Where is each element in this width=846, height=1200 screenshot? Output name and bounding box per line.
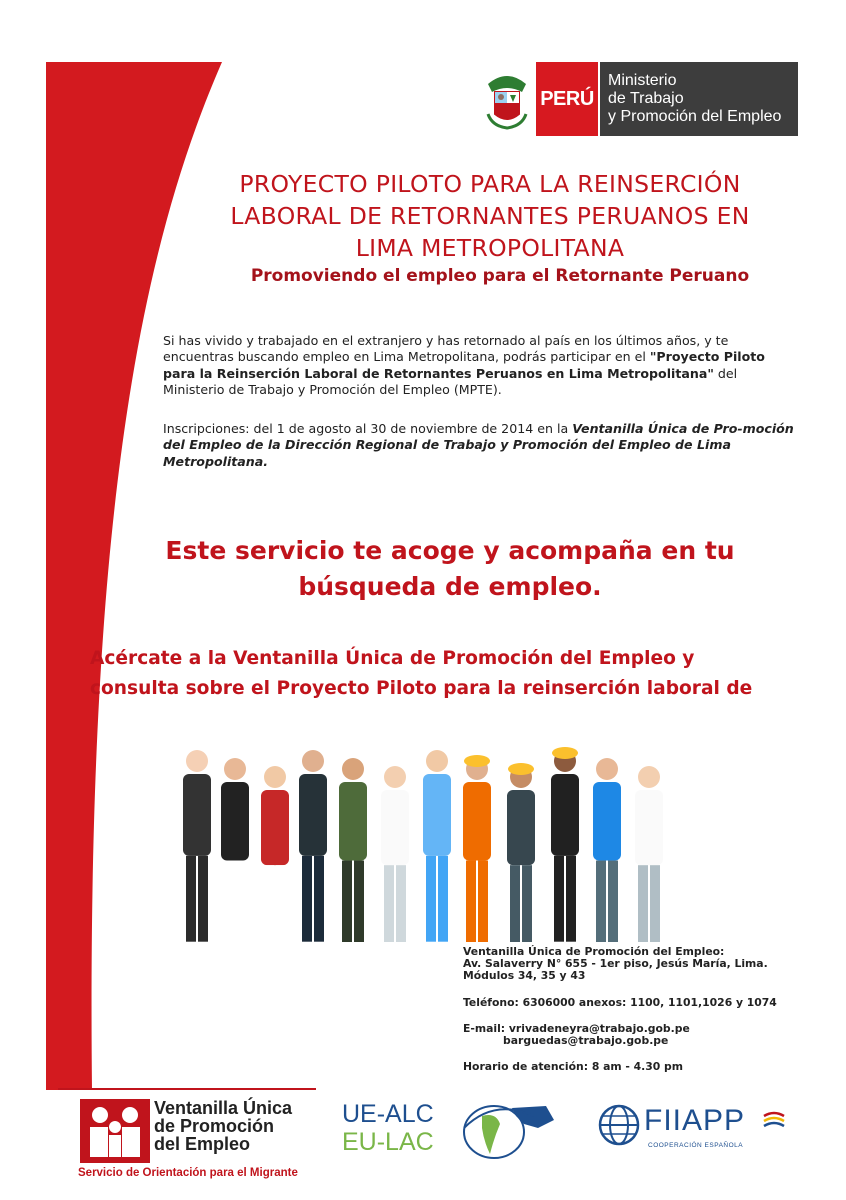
worker-leg (638, 865, 648, 942)
title-line-3: LIMA METROPOLITANA (355, 234, 625, 262)
page-subtitle: Promoviendo el empleo para el Retornante Peruano (250, 266, 750, 286)
fiiapp-logo (598, 1100, 798, 1160)
worker-leg (186, 856, 196, 942)
ventanilla-line-3: del Empleo (154, 1134, 251, 1154)
ministry-name (600, 62, 798, 136)
worker-leg (608, 861, 618, 942)
call-to-action (90, 644, 820, 704)
ventanilla-line-1: Ventanilla Única (154, 1098, 293, 1118)
worker-leg (650, 865, 660, 942)
ventanilla-unica-logo (78, 1095, 318, 1190)
call-line-2: consulta sobre el Proyecto Piloto para la reinserción laboral de (90, 678, 753, 699)
service-highlight (120, 533, 780, 605)
worker-torso (339, 782, 367, 861)
worker-leg (438, 856, 448, 942)
worker-head (186, 750, 208, 772)
worker-torso (507, 790, 535, 865)
worker-leg (314, 856, 324, 942)
office-name: Ventanilla Única de Promoción del Empleo: (463, 945, 725, 958)
worker-leg (426, 856, 436, 942)
worker-leg (596, 861, 606, 942)
highlight-line-2: búsqueda de empleo. (298, 572, 602, 601)
worker-head (302, 750, 324, 772)
registration-paragraph (163, 421, 795, 470)
worker-leg (198, 856, 208, 942)
ventanilla-name (154, 1099, 292, 1153)
people-icon (80, 1099, 150, 1163)
worker-leg (276, 865, 286, 942)
title-line-2: LABORAL DE RETORNANTES PERUANOS EN (230, 202, 750, 230)
peru-label: PERÚ (536, 62, 598, 136)
phone-number: Teléfono: 6306000 anexos: 1100, 1101,1026 y 1074 (463, 995, 777, 1009)
ventanilla-subtitle: Servicio de Orientación para el Migrante (78, 1167, 298, 1179)
worker-leg (396, 865, 406, 942)
email-address-1[interactable]: vrivadeneyra@trabajo.gob.pe (508, 1021, 690, 1035)
intro-text-c: del Ministerio de Trabajo y Promoción del Empleo (MPTE). (163, 365, 738, 398)
fiiapp-globe-icon (598, 1104, 640, 1146)
worker-head (384, 766, 406, 788)
worker-head (224, 758, 246, 780)
title-line-1: PROYECTO PILOTO PARA LA REINSERCIÓN (239, 170, 741, 198)
footer-divider (58, 1088, 316, 1090)
call-line-1: Acércate a la Ventanilla Única de Promoción del Empleo y (90, 648, 695, 669)
email-label: E-mail: (463, 1021, 506, 1035)
intro-text-a: Si has vivido y trabajado en el extranjero y has retornado al país en los últimos años, y te encuentras buscando empleo en Lima Metropolitana, podrás participar en el (163, 333, 729, 365)
ventanilla-line-2: de Promoción (154, 1116, 275, 1136)
worker-leg (384, 865, 394, 942)
worker-head (638, 766, 660, 788)
worker-leg (342, 861, 352, 942)
workers-group-illustration (170, 732, 700, 942)
worker-torso (593, 782, 621, 861)
ministry-line-2: de Trabajo (608, 90, 684, 107)
eu-lac-label: EU-LAC (342, 1128, 434, 1156)
worker-head (264, 766, 286, 788)
intro-paragraph (163, 333, 795, 399)
worker-leg (510, 865, 520, 942)
fiiapp-subtitle: COOPERACIÓN ESPAÑOLA (648, 1142, 744, 1149)
worker-leg (236, 861, 246, 942)
worker-leg (302, 856, 312, 942)
worker-head (426, 750, 448, 772)
worker-torso (261, 790, 289, 865)
hard-hat (552, 747, 578, 759)
worker-torso (463, 782, 491, 861)
worker-head (596, 758, 618, 780)
worker-leg (522, 865, 532, 942)
worker-leg (224, 861, 234, 942)
page-title (190, 168, 790, 264)
ministry-logo (478, 62, 798, 136)
ue-alc-logo (342, 1098, 562, 1160)
worker-leg (466, 861, 476, 942)
hard-hat (464, 755, 490, 767)
worker-leg (478, 861, 488, 942)
worker-torso (423, 774, 451, 856)
ministry-line-3: y Promoción del Empleo (608, 108, 782, 125)
worker-torso (381, 790, 409, 865)
spain-cooperation-icon (762, 1110, 786, 1130)
worker-torso (221, 782, 249, 861)
office-address: Av. Salaverry N° 655 - 1er piso, Jesús María, Lima. (463, 957, 768, 971)
project-name: "Proyecto Piloto para la Reinserción Laboral de Retornantes Peruanos en Lima Metropolitana" (163, 349, 765, 381)
ministry-line-1: Ministerio (608, 72, 677, 89)
worker-head (342, 758, 364, 780)
office-hours: Horario de atención: 8 am - 4.30 pm (463, 1060, 683, 1074)
globe-icon (454, 1098, 562, 1160)
ue-alc-label: UE-ALC (342, 1100, 434, 1128)
peru-coat-of-arms-icon (478, 62, 536, 136)
worker-torso (551, 774, 579, 856)
registration-place: Ventanilla Única de Pro-moción del Empleo de la Dirección Regional de Trabajo y Promoción del Empleo de Lima Metropolitana. (163, 421, 794, 469)
worker-leg (566, 856, 576, 942)
contact-info (463, 946, 823, 1073)
fiiapp-label: FIIAPP (644, 1104, 746, 1137)
worker-torso (183, 774, 211, 856)
worker-torso (635, 790, 663, 865)
hard-hat (508, 763, 534, 775)
worker-leg (554, 856, 564, 942)
registration-text: Inscripciones: del 1 de agosto al 30 de noviembre de 2014 en la (163, 421, 573, 436)
highlight-line-1: Este servicio te acoge y acompaña en tu (165, 536, 735, 565)
worker-leg (354, 861, 364, 942)
worker-leg (264, 865, 274, 942)
office-modules: Módulos 34, 35 y 43 (463, 969, 586, 983)
email-address-2[interactable]: barguedas@trabajo.gob.pe (503, 1034, 669, 1048)
worker-torso (299, 774, 327, 856)
